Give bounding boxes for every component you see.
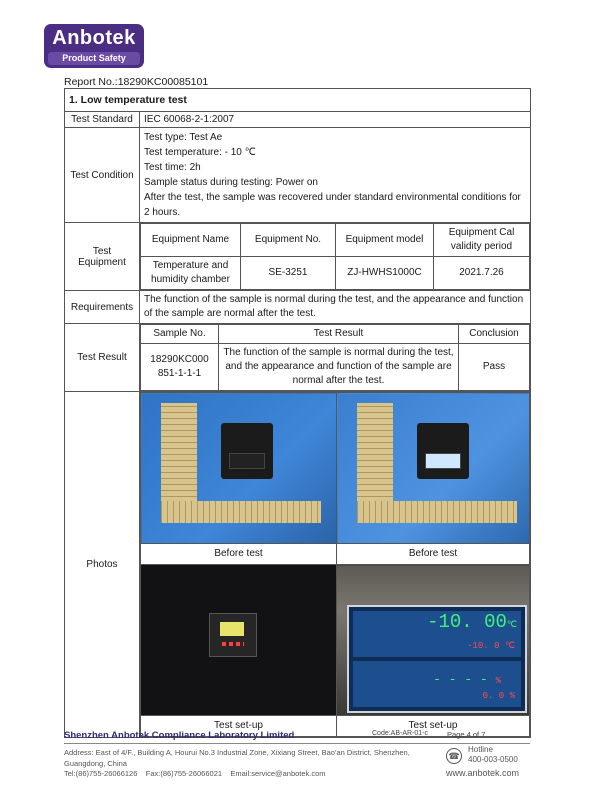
section-title: 1. Low temperature test: [65, 89, 531, 112]
footer-hotline: [468, 745, 518, 765]
ruler-image: [357, 501, 517, 523]
result-cell: [140, 324, 531, 392]
result-table: [140, 324, 530, 391]
logo-tagline: Product Safety: [48, 52, 140, 65]
humidity-unit: %: [495, 676, 501, 686]
photo-before-test-2: [337, 393, 530, 544]
photo-caption: Test set-up: [141, 716, 337, 737]
result-conclusion: Pass: [459, 344, 530, 391]
humidity-setpoint: 0. 0 %: [482, 691, 515, 701]
condition-line: Test temperature: - 10 ℃: [144, 147, 256, 158]
footer-email: Email:service@anbotek.com: [230, 769, 326, 778]
chamber-control-panel-image: [347, 605, 527, 713]
test-standard-value: IEC 60068-2-1:2007: [140, 112, 531, 128]
result-header: Sample No.: [141, 325, 219, 344]
humidity-value: - - - -: [433, 672, 488, 687]
test-report-table: [64, 88, 531, 738]
equipment-header: Equipment Name: [141, 224, 241, 257]
photo-before-test-1: [141, 393, 337, 544]
temperature-setpoint: -10. 0 ℃: [467, 641, 515, 651]
equipment-header: Equipment Cal validity period: [434, 224, 530, 257]
photos-grid: [140, 392, 530, 737]
footer-divider: [64, 743, 530, 744]
condition-line: After the test, the sample was recovered under standard environmental conditions for 2 hours.: [144, 192, 521, 218]
test-equipment-label: Test Equipment: [65, 223, 140, 291]
test-condition-label: Test Condition: [65, 128, 140, 223]
condition-line: Test type: Test Ae: [144, 132, 223, 143]
footer-code: Code:AB-AR-01-c: [372, 730, 429, 737]
condition-line: Sample status during testing: Power on: [144, 177, 318, 188]
result-text: The function of the sample is normal during the test, and the appearance and function of the sample are normal after the test.: [219, 344, 459, 391]
equipment-cell: [140, 223, 531, 291]
hotline-number: 400-003-0500: [468, 755, 518, 764]
footer-address: Address: East of 4/F., Building A, Hourui No.3 Industrial Zone, Xixiang Street, Bao'an District, Shenzhen, Guangdong, China: [64, 748, 410, 768]
footer-contacts: [64, 769, 326, 778]
footer-company: Shenzhen Anbotek Compliance Laboratory Limited: [64, 730, 295, 741]
photos-cell: [140, 392, 531, 738]
equipment-cell-cal: 2021.7.26: [434, 257, 530, 290]
phone-icon: ☎: [446, 748, 462, 764]
sample-device-image: [221, 423, 273, 479]
anbotek-logo: [44, 24, 144, 68]
requirements-label: Requirements: [65, 291, 140, 324]
footer-page-number: Page 4 of 7: [447, 730, 486, 739]
test-condition-text: [140, 128, 531, 223]
report-number: Report No.:18290KC00085101: [64, 76, 209, 88]
equipment-cell-no: SE-3251: [241, 257, 336, 290]
equipment-cell-name: Temperature and humidity chamber: [141, 257, 241, 290]
equipment-table: [140, 223, 530, 290]
equipment-header: Equipment No.: [241, 224, 336, 257]
result-header: Test Result: [219, 325, 459, 344]
sample-device-image: [417, 423, 469, 479]
result-sample-no: 18290KC000 851-1-1-1: [141, 344, 219, 391]
photo-caption: Test set-up: [337, 716, 530, 737]
photo-test-setup-2: [337, 565, 530, 716]
photo-caption: Before test: [141, 544, 337, 565]
footer-website: www.anbotek.com: [446, 768, 520, 778]
logo-brand: Anbotek: [52, 27, 136, 49]
test-standard-label: Test Standard: [65, 112, 140, 128]
equipment-header: Equipment model: [336, 224, 434, 257]
temperature-unit: ℃: [506, 620, 517, 630]
temperature-value: -10. 00: [427, 611, 507, 633]
ruler-image: [161, 501, 321, 523]
test-result-label: Test Result: [65, 324, 140, 392]
photo-test-setup-1: [141, 565, 337, 716]
sample-in-chamber-image: [209, 613, 257, 657]
hotline-label: Hotline: [468, 745, 493, 754]
humidity-readout: [353, 661, 521, 707]
requirements-text: The function of the sample is normal during the test, and the appearance and function of the sample are normal after the test.: [140, 291, 531, 324]
temperature-readout: [353, 611, 521, 657]
footer-fax: Fax:(86)755-26066021: [145, 769, 223, 778]
photo-caption: Before test: [337, 544, 530, 565]
footer-tel: Tel:(86)755-26066126: [64, 769, 138, 778]
photos-label: Photos: [65, 392, 140, 738]
result-header: Conclusion: [459, 325, 530, 344]
condition-line: Test time: 2h: [144, 162, 201, 173]
equipment-cell-model: ZJ-HWHS1000C: [336, 257, 434, 290]
